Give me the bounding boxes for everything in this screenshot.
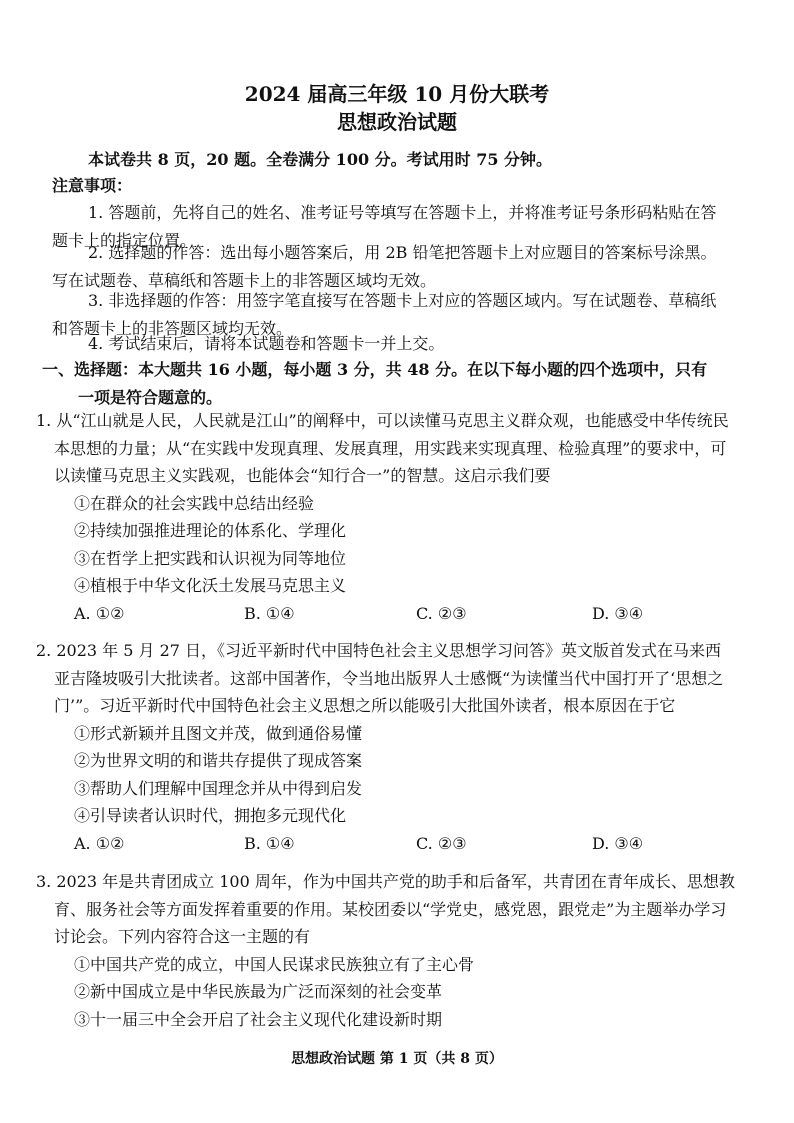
choice-d: D. ③④: [592, 833, 644, 853]
question-option: ④引导读者认识时代，拥抱多元现代化: [74, 806, 347, 825]
section-heading: [42, 356, 742, 411]
section-line: 一、选择题：本大题共 16 小题，每小题 3 分，共 48 分。在以下每小题的四个选项中，只有: [42, 360, 708, 379]
choice-c: C. ②③: [416, 603, 467, 623]
note-item: 4. 考试结束后，请将本试题卷和答题卡一并上交。: [88, 334, 445, 353]
question-option: ③帮助人们理解中国理念并从中得到启发: [74, 778, 363, 798]
question-stem: 3. 2023 年是共青团成立 100 周年，作为中国共产党的助手和后备军，共青团在青年成长、思想教育、服务社会等方面发挥着重要的作用。某校团委以“学党史，感党恩，跟党走”为主题举办学习讨论会。下列内容符合这一主题的有: [36, 872, 735, 946]
note-item: 1. 答题前，先将自己的姓名、准考证号等填写在答题卡上，并将准考证号条形码粘贴在答题卡上的指定位置。: [52, 203, 717, 250]
question-stem: 2. 2023 年 5 月 27 日，《习近平新时代中国特色社会主义思想学习问答》英文版首发式在马来西亚吉隆坡吸引大批读者。这部中国著作，令当地出版界人士感慨“为读懂当代中国打开了‘思想之门’”。习近平新时代中国特色社会主义思想之所以能吸引大批国外读者，根本原因在于它: [36, 641, 724, 715]
section-line: 一项是符合题意的。: [78, 387, 223, 407]
choice-a: A. ①②: [74, 603, 125, 623]
question-option: ③在哲学上把实践和认识视为同等地位: [74, 548, 347, 568]
question-option: ③十一届三中全会开启了社会主义现代化建设新时期: [74, 1009, 443, 1029]
exam-meta: 本试卷共 8 页，20 题。全卷满分 100 分。考试用时 75 分钟。: [88, 150, 553, 169]
question-1: [36, 407, 736, 627]
question-2: [36, 637, 736, 857]
exam-title: 2024 届高三年级 10 月份大联考: [244, 82, 550, 106]
question-option: ②为世界文明的和谐共存提供了现成答案: [74, 751, 363, 770]
choice-b: B. ①④: [244, 833, 295, 853]
choice-a: A. ①②: [74, 833, 125, 853]
question-3: [36, 868, 736, 1033]
question-option: ①中国共产党的成立，中国人民谋求民族独立有了主心骨: [74, 954, 475, 974]
notes-heading: 注意事项：: [52, 176, 133, 195]
question-option: ②持续加强推进理论的体系化、学理化: [74, 521, 347, 540]
question-stem: 1. 从“江山就是人民，人民就是江山”的阐释中，可以读懂马克思主义群众观，也能感受中华传统民本思想的力量；从“在实践中发现真理、发展真理，用实践来实现真理、检验真理”的要求中，可以读懂马克思主义实践观，也能体会“知行合一”的智慧。这启示我们要: [36, 411, 729, 485]
page-footer: 思想政治试题 第 1 页（共 8 页）: [291, 1051, 503, 1067]
subject-title: 思想政治试题: [337, 110, 457, 134]
choice-b: B. ①④: [244, 603, 295, 623]
choice-d: D. ③④: [592, 603, 644, 623]
question-option: ④植根于中华文化沃土发展马克思主义: [74, 576, 347, 595]
note-item: 2. 选择题的作答：选出每小题答案后，用 2B 铅笔把答题卡上对应题目的答案标号涂黑。写在试题卷、草稿纸和答题卡上的非答题区域均无效。: [52, 243, 717, 290]
answer-choices: [36, 830, 736, 858]
choice-c: C. ②③: [416, 833, 467, 853]
answer-choices: [36, 600, 736, 628]
question-option: ①形式新颖并且图文并茂，做到通俗易懂: [74, 723, 363, 743]
question-option: ①在群众的社会实践中总结出经验: [74, 493, 315, 513]
note-item: 3. 非选择题的作答：用签字笔直接写在答题卡上对应的答题区域内。写在试题卷、草稿纸和答题卡上的非答题区域均无效。: [52, 291, 717, 338]
question-option: ②新中国成立是中华民族最为广泛而深刻的社会变革: [74, 982, 443, 1001]
